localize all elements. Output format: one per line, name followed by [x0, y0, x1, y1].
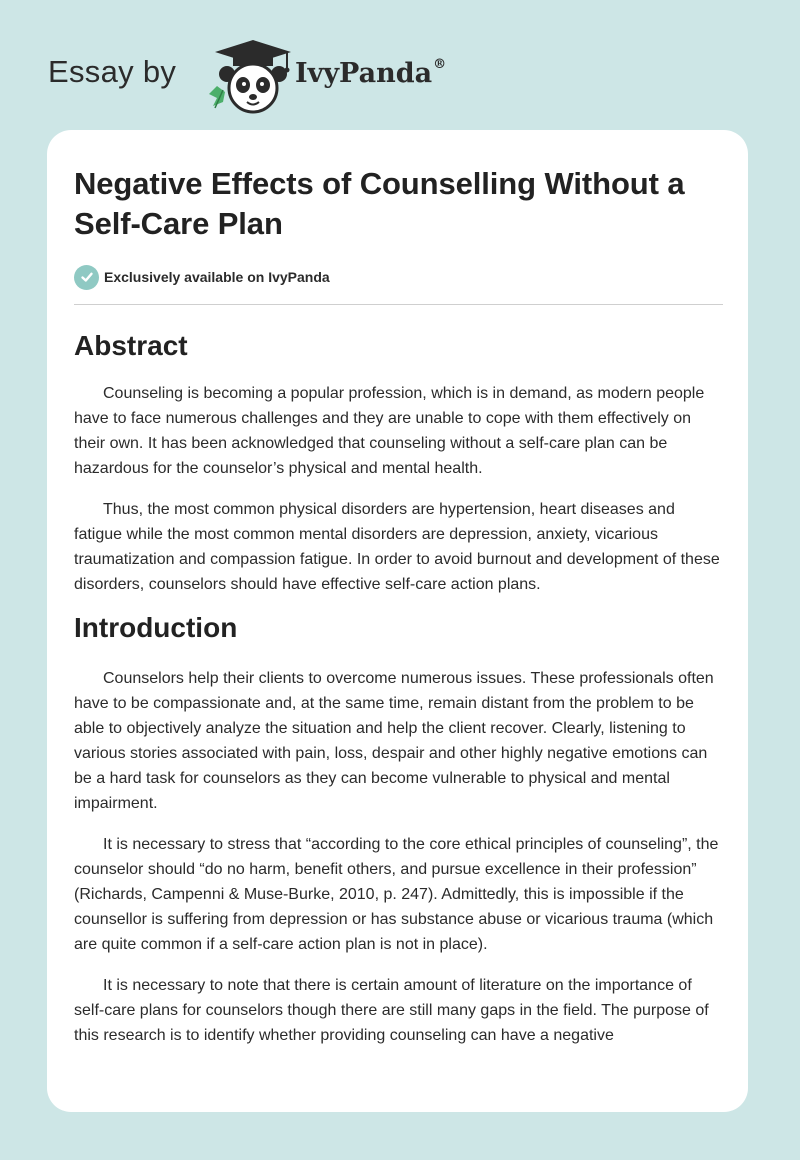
paragraph: It is necessary to note that there is certain amount of literature on the importance of self-care plans for counselors though there are still many gaps in the field. The purpose of this research is to identify whether providing counseling can have a negative — [74, 977, 709, 1044]
paragraph: Counselors help their clients to overcome numerous issues. These professionals often have to be compassionate and, at the same time, remain distant from the problem to be able to objectively analyze the situation and help the client recover. Clearly, listening to various stories associated with pain, loss, despair and other highly negative emotions can be a hard task for counselors as they can become vulnerable to physical and mental impairment. — [74, 670, 714, 812]
essay-by-label: Essay by — [48, 54, 177, 89]
panda-graduate-logo-icon[interactable] — [203, 34, 295, 114]
page-title: Negative Effects of Counselling Without a Self-Care Plan — [74, 166, 685, 241]
badge-text: Exclusively available on IvyPanda — [104, 269, 330, 285]
exclusive-badge — [74, 262, 724, 292]
paragraph: It is necessary to stress that “according to the core ethical principles of counseling”, the counselor should “do no harm, benefit others, and pursue excellence in their profession” (Richards, Campenni & Muse-Burke, 2010, p. 247). Admittedly, this is impossible if the counsellor is suffering from depression or has substance abuse or vicarious trauma (which are quite common if a self-care action plan is not in place). — [74, 836, 719, 953]
essay-content — [74, 164, 724, 1048]
section-heading-introduction: Introduction — [74, 612, 238, 643]
divider — [74, 304, 723, 305]
essay-card — [47, 130, 748, 1112]
registered-mark: ® — [433, 57, 447, 72]
section-heading-abstract: Abstract — [74, 330, 188, 361]
check-circle-icon — [74, 265, 99, 290]
site-header — [48, 30, 508, 110]
brand-name[interactable]: IvyPanda® — [295, 57, 447, 89]
paragraph: Counseling is becoming a popular profession, which is in demand, as modern people have to face numerous challenges and they are unable to cope with them effectively on their own. It has been acknowledged that counseling without a self-care plan can be hazardous for the counselor’s physical and mental health. — [74, 385, 705, 477]
paragraph: Thus, the most common physical disorders are hypertension, heart diseases and fatigue while the most common mental disorders are depression, anxiety, vicarious traumatization and compassion fatigue. In order to avoid burnout and development of these disorders, counselors should have effective self-care action plans. — [74, 501, 720, 593]
